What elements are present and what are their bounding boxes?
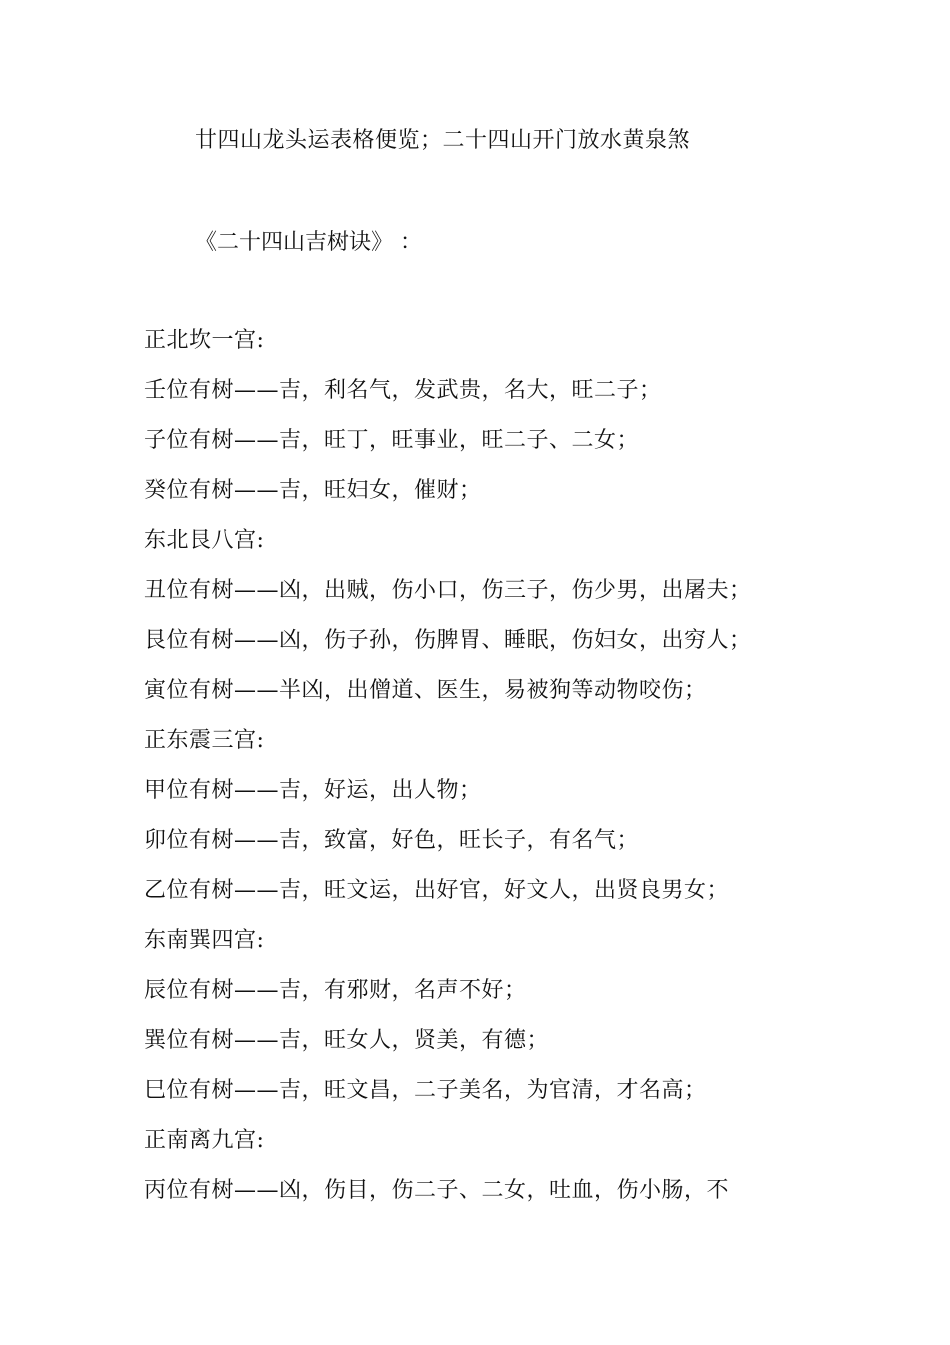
text-line: 巳位有树——吉，旺文昌，二子美名，为官清，才名高；: [144, 1078, 707, 1103]
section-heading-southeast: 东南巽四宫:: [144, 928, 265, 953]
text-line: 丙位有树——凶，伤目，伤二子、二女，吐血，伤小肠，不: [144, 1178, 730, 1203]
section-heading-northeast: 东北艮八宫:: [144, 528, 265, 553]
text-line: 寅位有树——半凶，出僧道、医生，易被狗等动物咬伤；: [144, 678, 707, 703]
text-line: 辰位有树——吉，有邪财，名声不好；: [144, 978, 527, 1003]
text-line: 甲位有树——吉，好运，出人物；: [144, 778, 482, 803]
text-line: 子位有树——吉，旺丁，旺事业，旺二子、二女；: [144, 428, 640, 453]
section-heading-north: 正北坎一宫:: [144, 328, 265, 353]
document-title: 廿四山龙头运表格便览；二十四山开门放水黄泉煞: [195, 128, 691, 153]
section-heading-east: 正东震三宫:: [144, 728, 265, 753]
document-subtitle: 《二十四山吉树诀》 ：: [195, 230, 422, 255]
text-line: 巽位有树——吉，旺女人，贤美，有德；: [144, 1028, 550, 1053]
text-line: 癸位有树——吉，旺妇女，催财；: [144, 478, 482, 503]
section-heading-south: 正南离九宫:: [144, 1128, 265, 1153]
text-line: 卯位有树——吉，致富，好色，旺长子，有名气；: [144, 828, 640, 853]
text-line: 艮位有树——凶，伤子孙，伤脾胃、睡眠，伤妇女，出穷人；: [144, 628, 752, 653]
document-body: [144, 326, 844, 1226]
text-line: 丑位有树——凶，出贼，伤小口，伤三子，伤少男，出屠夫；: [144, 578, 752, 603]
text-line: 壬位有树——吉，利名气，发武贵，名大，旺二子；: [144, 378, 662, 403]
text-line: 乙位有树——吉，旺文运，出好官，好文人，出贤良男女；: [144, 878, 730, 903]
